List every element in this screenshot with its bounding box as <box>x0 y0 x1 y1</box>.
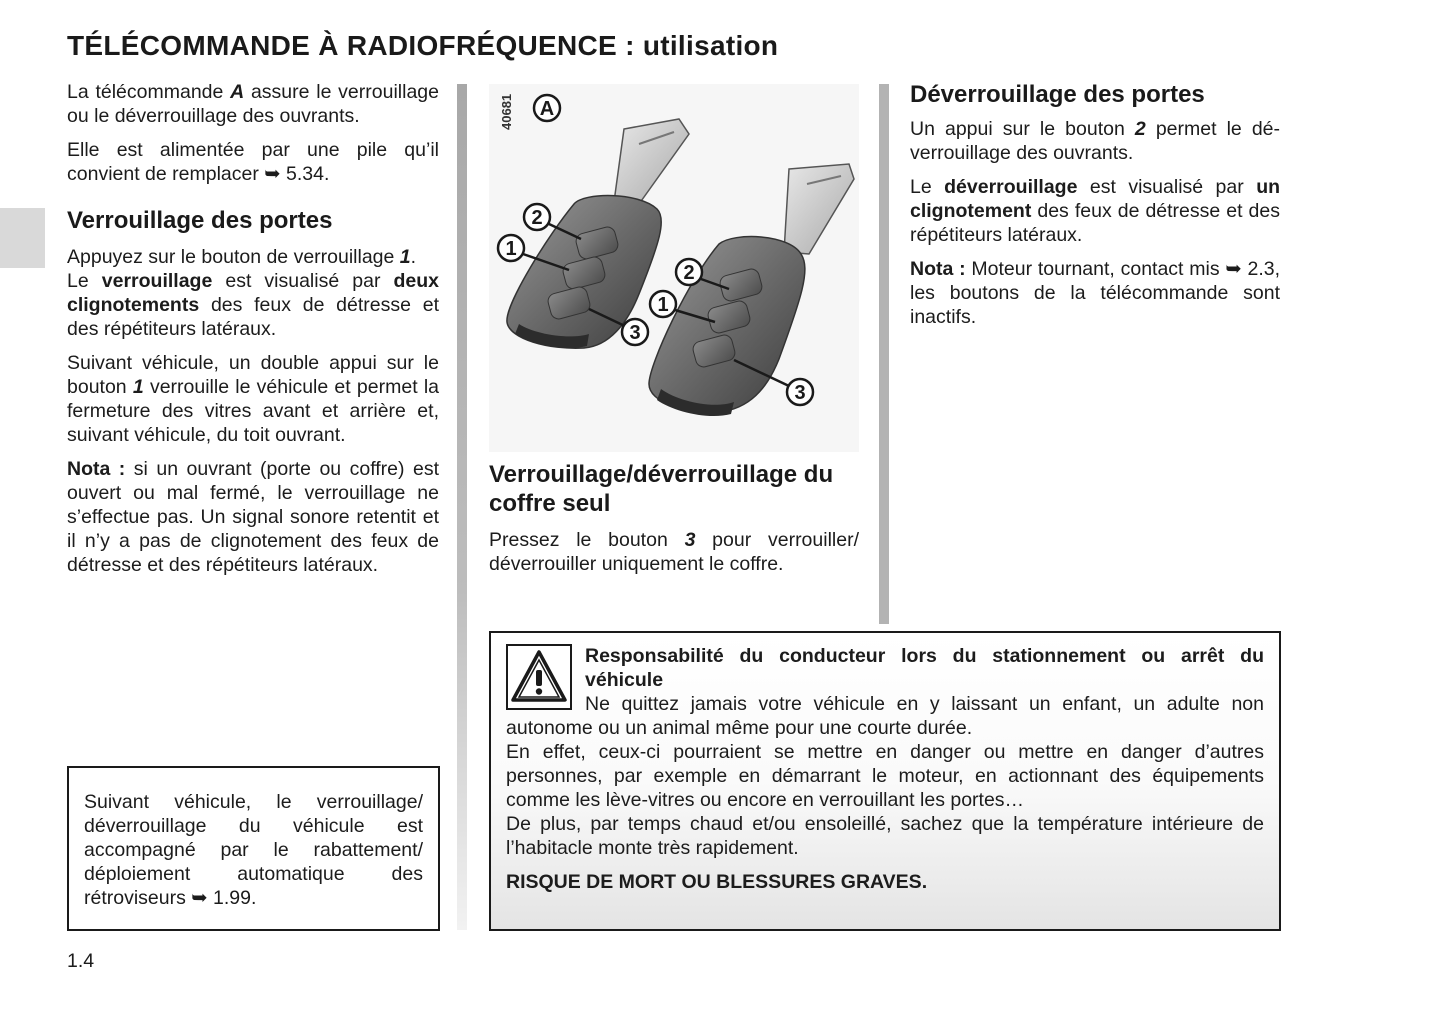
bold-text: verrouillage <box>101 270 213 292</box>
remote-key-front <box>649 164 854 416</box>
chapter-tab <box>0 208 45 268</box>
trunk-paragraph <box>489 528 859 576</box>
column-separator-2 <box>879 84 889 624</box>
text-span: verrouille le véhicule et permet la fermeture des vitres avant et arrière et, suivant véhicule, du toit ouvrant. <box>67 376 440 446</box>
warning-triangle-icon <box>506 644 572 710</box>
bold-text: deux clignotements <box>67 270 439 316</box>
column-right <box>910 80 1280 339</box>
intro-paragraph-2: Elle est alimentée par une pile qu’il convient de remplacer ➥ 5.34. <box>67 139 439 185</box>
column-middle <box>489 460 859 586</box>
column-separator-1 <box>457 84 467 930</box>
heading-door-unlocking: Déverrouillage des portes <box>910 81 1205 108</box>
callout-1-text: 1 <box>505 238 517 260</box>
warning-paragraph-1: Ne quittez jamais votre véhicule en y laissant un enfant, un adulte non autonome ou un animal même pour une courte durée. <box>506 693 1264 739</box>
bold-text: déverrouillage <box>944 176 1078 198</box>
text-span: Pressez le bouton <box>489 529 685 551</box>
button-ref-1: 1 <box>399 246 411 268</box>
heading-trunk-locking: Verrouillage/déverrouillage du coffre seul <box>489 461 834 517</box>
mirror-note-box <box>67 766 440 931</box>
bold-text: un clignotement <box>910 176 1281 222</box>
lock-paragraph-3 <box>67 351 439 447</box>
car-key-remote-illustration <box>489 84 859 452</box>
page-title: TÉLÉCOMMANDE À RADIOFRÉQUENCE : utilisation <box>67 30 779 61</box>
text-span: Suivant véhicule, un double appui sur le bouton <box>67 352 439 398</box>
text-span: si un ouvrant (porte ou coffre) est ouvert ou mal fermé, le verrouillage ne s’effectue pas. Un signal sonore retentit et il n’y a pas de clignotement des feux de détresse et des répétiteurs latéraux. <box>67 458 439 576</box>
label-a-text: A <box>539 98 555 120</box>
page-number: 1.4 <box>67 950 95 972</box>
unlock-note <box>910 257 1280 329</box>
warning-paragraph-2: En effet, ceux-ci pourraient se mettre en danger ou mettre en danger d’autres personnes, par exemple en démarrant le moteur, en actionnant des équipements comme les lève-vitres ou encore en verrouillant les portes… <box>506 741 1264 811</box>
callout-3-text: 3 <box>794 382 806 404</box>
text-span: est visualisé par <box>1077 176 1257 198</box>
button-ref-1: 1 <box>132 376 144 398</box>
figure-reference-number: 40681 <box>499 93 514 130</box>
text-span: des feux de détresse et des répétiteurs latéraux. <box>67 294 439 340</box>
text-span: Appuyez sur le bouton de verrouillage <box>67 246 400 268</box>
text-span: est visualisé par <box>212 270 394 292</box>
text-span: des feux de détresse et des répétiteurs latéraux. <box>910 200 1280 246</box>
note-label: Nota : <box>910 258 966 280</box>
text-span: permet le déverrouillage des ouvrants. <box>910 118 1281 164</box>
unlock-paragraph-2 <box>910 175 1280 247</box>
text-span: Le <box>910 176 945 198</box>
mirror-note-text: Suivant véhicule, le verrouillage/ déverrouillage du véhicule est accompagné par le rabattement/ déploiement automatique des rétroviseurs ➥ 1.99. <box>84 791 423 909</box>
note-label: Nota : <box>67 458 126 480</box>
callout-2-text: 2 <box>531 207 543 229</box>
text-span: La télécommande <box>67 81 231 103</box>
text-span: Un appui sur le bouton <box>910 118 1135 140</box>
heading-door-locking: Verrouillage des portes <box>67 207 333 234</box>
warning-final: RISQUE DE MORT OU BLESSURES GRAVES. <box>506 871 928 893</box>
warning-heading: Responsabilité du conducteur lors du stationnement ou arrêt du véhicule <box>585 645 1264 691</box>
warning-paragraph-3: De plus, par temps chaud et/ou ensoleillé, sachez que la température intérieure de l’habitacle monte très rapidement. <box>506 813 1264 859</box>
callout-1-text: 1 <box>657 294 669 316</box>
text-span: pour verrouiller/ déverrouiller uniquement le coffre. <box>489 529 860 575</box>
text-span: . <box>410 246 417 268</box>
text-span: Moteur tournant, contact mis ➥ 2.3, les boutons de la télécommande sont inactifs. <box>910 258 1280 328</box>
intro-paragraph-1 <box>67 80 439 128</box>
lock-paragraph-2 <box>67 269 439 341</box>
column-left <box>67 80 439 587</box>
warning-box <box>489 631 1281 931</box>
unlock-paragraph-1 <box>910 117 1280 165</box>
remote-key-illustration <box>489 84 859 452</box>
remote-ref-a: A <box>230 81 245 103</box>
lock-paragraph-1 <box>67 245 439 269</box>
button-ref-2: 2 <box>1134 118 1146 140</box>
callout-2-text: 2 <box>683 262 695 284</box>
button-ref-3: 3 <box>684 529 696 551</box>
text-span: Le <box>67 270 102 292</box>
callout-3-text: 3 <box>629 322 641 344</box>
text-span: assure le verrouillage ou le déverrouillage des ouvrants. <box>67 81 439 127</box>
lock-note <box>67 457 439 577</box>
